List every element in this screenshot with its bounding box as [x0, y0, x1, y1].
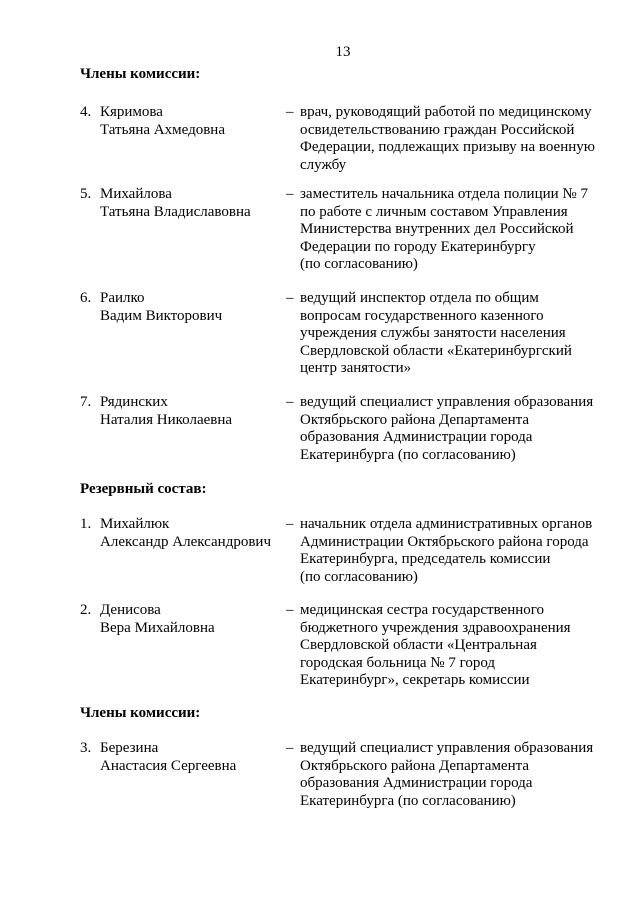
member-surname: Михайлюк: [100, 516, 170, 532]
member-name: [100, 516, 271, 551]
role-line: (по согласованию): [300, 256, 418, 272]
role-line: бюджетного учреждения здравоохранения: [300, 619, 571, 636]
member-surname: Рядинских: [100, 394, 168, 410]
section-title-members: Члены комиссии:: [80, 705, 201, 721]
member-role: [300, 104, 605, 174]
member-given-name: Татьяна Ахмедовна: [100, 121, 225, 138]
role-line: начальник отдела административных органов: [300, 516, 593, 532]
item-number: 2.: [80, 602, 92, 618]
role-line: образования Администрации города: [300, 429, 533, 445]
role-line: Министерства внутренних дел Российской: [300, 221, 574, 237]
role-line: ведущий специалист управления образования: [300, 740, 594, 756]
member-surname: Раилко: [100, 290, 145, 306]
role-line: врач, руководящий работой по медицинскому: [300, 104, 592, 120]
member-given-name: Александр Александрович: [100, 533, 271, 550]
member-given-name: Анастасия Сергеевна: [100, 757, 237, 774]
dash-separator: –: [286, 104, 294, 120]
item-number: 1.: [80, 516, 92, 532]
member-name: [100, 186, 251, 221]
member-name: [100, 290, 222, 325]
member-given-name: Вадим Викторович: [100, 307, 223, 324]
role-line: ведущий специалист управления образования: [300, 394, 594, 410]
member-role: [300, 394, 605, 464]
role-line: Свердловской области «Центральная: [300, 637, 537, 653]
member-surname: Денисова: [100, 602, 161, 618]
role-line: (по согласованию): [300, 568, 418, 585]
role-line: медицинская сестра государственного: [300, 602, 545, 618]
member-name: [100, 740, 236, 775]
role-line: городская больница № 7 город: [300, 654, 496, 671]
role-line: заместитель начальника отдела полиции № 7: [300, 186, 588, 202]
item-number: 4.: [80, 104, 92, 120]
dash-separator: –: [286, 602, 294, 618]
dash-separator: –: [286, 290, 294, 306]
member-surname: Кяримова: [100, 104, 163, 120]
role-line: вопросам государственного казенного: [300, 307, 544, 324]
member-role: [300, 186, 605, 274]
role-line: Екатеринбург», секретарь комиссии: [300, 672, 530, 688]
member-given-name: Вера Михайловна: [100, 619, 215, 636]
role-line: освидетельствованию граждан Российской: [300, 121, 575, 138]
dash-separator: –: [286, 186, 294, 202]
page-number: 13: [335, 44, 351, 60]
section-title-members: Члены комиссии:: [80, 66, 201, 82]
dash-separator: –: [286, 516, 294, 532]
dash-separator: –: [286, 740, 294, 756]
member-name: [100, 104, 225, 139]
member-surname: Березина: [100, 740, 159, 756]
member-surname: Михайлова: [100, 186, 172, 202]
member-name: [100, 602, 215, 637]
role-line: центр занятости»: [300, 360, 412, 376]
role-line: Екатеринбурга, председатель комиссии: [300, 551, 551, 567]
member-role: [300, 290, 605, 378]
role-line: Екатеринбурга (по согласованию): [300, 792, 516, 809]
item-number: 5.: [80, 186, 92, 202]
member-name: [100, 394, 232, 429]
role-line: Октябрьского района Департамента: [300, 757, 530, 774]
role-line: Свердловской области «Екатеринбургский: [300, 342, 572, 359]
item-number: 7.: [80, 394, 92, 410]
dash-separator: –: [286, 394, 294, 410]
role-line: службу: [300, 156, 347, 173]
item-number: 3.: [80, 740, 92, 756]
role-line: Администрации Октябрьского района города: [300, 533, 589, 550]
member-role: [300, 516, 605, 586]
member-given-name: Татьяна Владиславовна: [100, 203, 251, 220]
role-line: Екатеринбурга (по согласованию): [300, 446, 516, 463]
section-title-reserve: Резервный состав:: [80, 481, 207, 497]
role-line: учреждения службы занятости населения: [300, 325, 566, 341]
role-line: по работе с личным составом Управления: [300, 203, 568, 220]
role-line: Октябрьского района Департамента: [300, 411, 530, 428]
role-line: ведущий инспектор отдела по общим: [300, 290, 539, 306]
role-line: Федерации, подлежащих призыву на военную: [300, 139, 595, 155]
member-role: [300, 602, 605, 690]
role-line: образования Администрации города: [300, 775, 533, 791]
member-role: [300, 740, 605, 810]
item-number: 6.: [80, 290, 92, 306]
role-line: Федерации по городу Екатеринбургу: [300, 238, 536, 255]
member-given-name: Наталия Николаевна: [100, 411, 233, 428]
